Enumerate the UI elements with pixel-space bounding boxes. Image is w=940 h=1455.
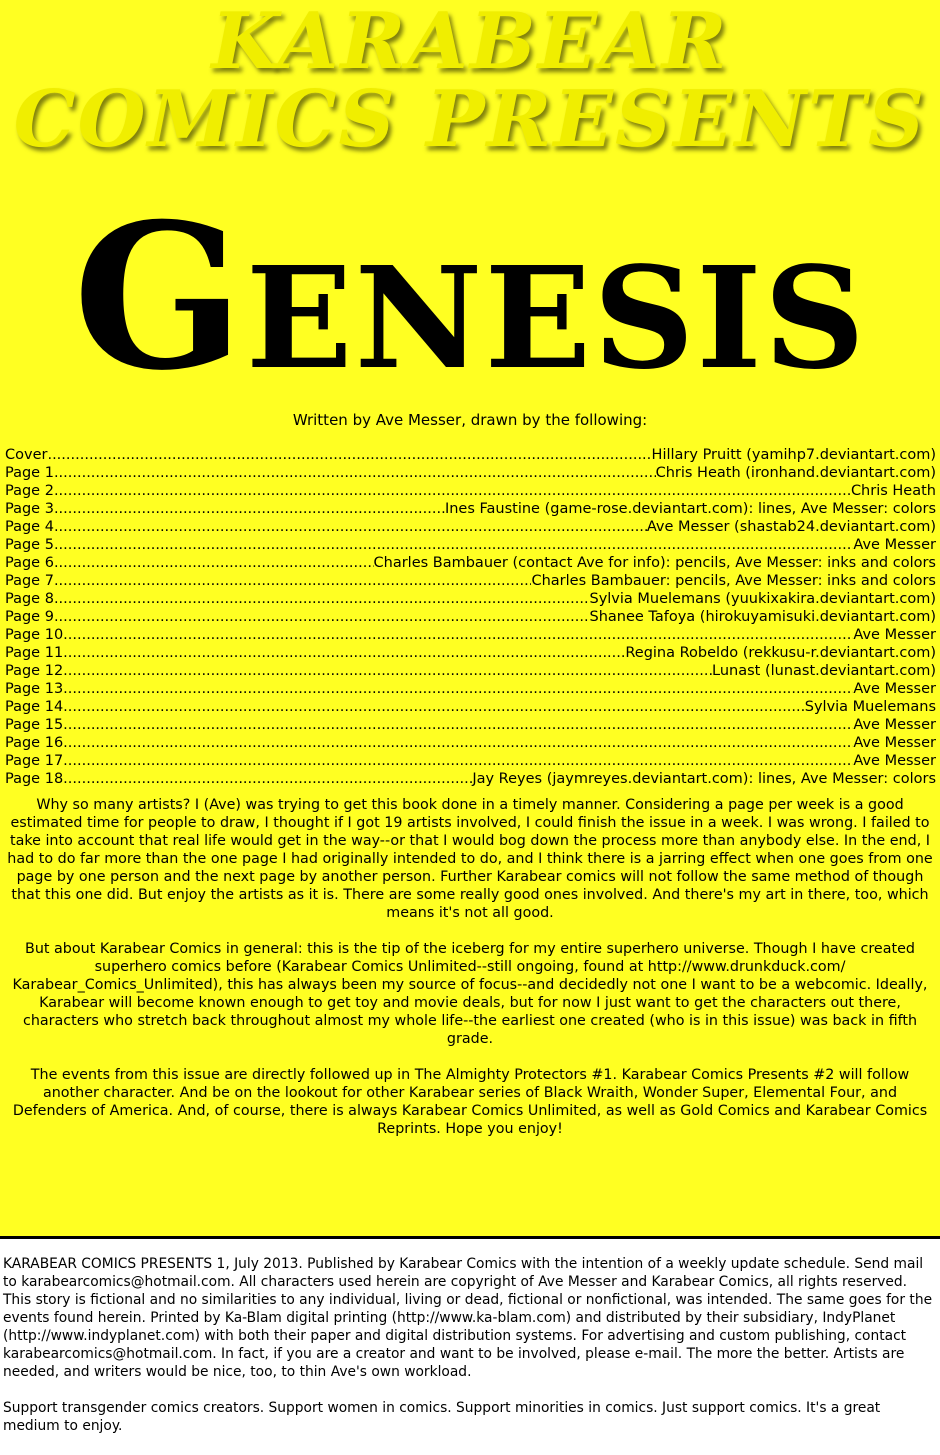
dot-leader (63, 680, 853, 698)
credit-row (5, 554, 936, 572)
editorial-text (4, 796, 936, 1156)
credit-artist: Charles Bambauer: pencils, Ave Messer: inks and colors (531, 573, 936, 589)
header-line-2: COMICS PRESENTS (13, 74, 927, 165)
credit-page-label: Page 10 (5, 627, 64, 643)
credit-artist: Charles Bambauer (contact Ave for info): pencils, Ave Messer: inks and colors (373, 555, 936, 571)
credit-page-label: Page 8 (5, 591, 54, 607)
dot-leader (63, 698, 805, 716)
issue-title: Genesis (73, 180, 867, 415)
credit-page-label: Page 11 (5, 645, 64, 661)
credit-row (5, 536, 936, 554)
credit-row (5, 752, 936, 770)
header-line-1: KARABEAR (211, 0, 729, 87)
indicia-footer (3, 1255, 935, 1453)
credit-row (5, 518, 936, 536)
dot-leader (54, 554, 374, 572)
credit-page-label: Page 16 (5, 735, 64, 751)
dot-leader (54, 536, 853, 554)
dot-leader (63, 770, 472, 788)
credit-page-label: Page 6 (5, 555, 54, 571)
credit-artist: Sylvia Muelemans (yuukixakira.deviantart.com) (589, 591, 936, 607)
credit-row (5, 644, 936, 662)
dot-leader (54, 464, 656, 482)
dot-leader (54, 482, 851, 500)
dot-leader (63, 716, 853, 734)
credit-row (5, 608, 936, 626)
credit-artist: Jay Reyes (jaymreyes.deviantart.com): lines, Ave Messer: colors (472, 771, 936, 787)
credit-page-label: Page 9 (5, 609, 54, 625)
credit-row (5, 716, 936, 734)
credit-row (5, 590, 936, 608)
credit-artist: Chris Heath (850, 483, 936, 499)
dot-leader (54, 608, 590, 626)
credit-row (5, 572, 936, 590)
credit-row (5, 662, 936, 680)
credit-row (5, 734, 936, 752)
support-message: Support transgender comics creators. Support women in comics. Support minorities in comics. Just support comics. It's a great medium to enjoy. (3, 1400, 881, 1434)
credit-page-label: Page 17 (5, 753, 64, 769)
credit-page-label: Page 2 (5, 483, 54, 499)
credit-artist: Ave Messer (853, 681, 936, 697)
dot-leader (54, 590, 590, 608)
credit-artist: Ave Messer (shastab24.deviantart.com) (646, 519, 936, 535)
credit-artist: Sylvia Muelemans (804, 699, 936, 715)
credit-page-label: Page 1 (5, 465, 54, 481)
credit-row (5, 680, 936, 698)
writer-credit: Written by Ave Messer, drawn by the following: (292, 411, 648, 429)
footer-divider (0, 1236, 940, 1239)
dot-leader (63, 626, 853, 644)
credit-row (5, 464, 936, 482)
editorial-paragraph-3: The events from this issue are directly followed up in The Almighty Protectors #1. Karabear Comics Presents #2 will follow another character. And be on the lookout for other Karabear series of Black Wraith, Wonder Super, Elemental Four, and Defenders of America. And, of course, there is always Karabear Comics Unlimited, as well as Gold Comics and Karabear Comics Reprints. Hope you enjoy! (12, 1067, 928, 1137)
credit-row (5, 698, 936, 716)
credit-artist: Ave Messer (853, 753, 936, 769)
legal-notice: KARABEAR COMICS PRESENTS 1, July 2013. Published by Karabear Comics with the intention of a weekly update schedule. Send mail to karabearcomics@hotmail.com. All characters used herein are copyright of Ave Messer and Karabear Comics, all rights reserved. This story is fictional and no similarities to any individual, living or dead, fictional or nonfictional, was intended. The same goes for the events found herein. Printed by Ka-Blam digital printing (http://www.ka-blam.com) and distributed by their subsidiary, IndyPlanet (http://www.indyplanet.com) with both their paper and digital distribution systems. For advertising and custom publishing, contact karabearcomics@hotmail.com. In fact, if you are a creator and want to be involved, please e-mail. The more the better. Artists are needed, and writers would be nice, too, to thin Ave's own workload. (3, 1256, 933, 1380)
credit-page-label: Page 5 (5, 537, 54, 553)
dot-leader (63, 662, 712, 680)
dot-leader (54, 572, 532, 590)
dot-leader (63, 644, 625, 662)
editorial-paragraph-2: But about Karabear Comics in general: this is the tip of the iceberg for my entire superhero universe. Though I have created superhero comics before (Karabear Comics Unlimited--still ongoing, found at http://www.drunkduck.com/ Karabear_Comics_Unlimited), this has always been my source of focus--and decidedly not one I want to be a webcomic. Ideally, Karabear will become known enough to get toy and movie deals, but for now I just want to get the characters out there, characters who stretch back throughout almost my whole life--the earliest one created (who is in this issue) was back in fifth grade. (12, 941, 928, 1047)
credit-page-label: Page 4 (5, 519, 54, 535)
credit-page-label: Page 15 (5, 717, 64, 733)
credit-row (5, 446, 936, 464)
credit-artist: Lunast (lunast.deviantart.com) (712, 663, 936, 679)
credit-artist: Ines Faustine (game-rose.deviantart.com): lines, Ave Messer: colors (444, 501, 936, 517)
credit-row (5, 500, 936, 518)
credit-row (5, 770, 936, 788)
credit-page-label: Page 12 (5, 663, 64, 679)
credit-artist: Chris Heath (ironhand.deviantart.com) (655, 465, 936, 481)
credit-row (5, 482, 936, 500)
credit-artist: Ave Messer (853, 735, 936, 751)
dot-leader (63, 752, 853, 770)
dot-leader (54, 500, 445, 518)
credit-row (5, 626, 936, 644)
credit-artist: Regina Robeldo (rekkusu-r.deviantart.com) (625, 645, 936, 661)
credit-page-label: Page 7 (5, 573, 54, 589)
credit-artist: Ave Messer (853, 537, 936, 553)
credit-artist: Hillary Pruitt (yamihp7.deviantart.com) (651, 447, 936, 463)
credit-page-label: Page 13 (5, 681, 64, 697)
artist-credits-list (5, 446, 936, 788)
credit-page-label: Page 3 (5, 501, 54, 517)
dot-leader (54, 518, 647, 536)
dot-leader (47, 446, 651, 464)
credit-artist: Shanee Tafoya (hirokuyamisuki.deviantart.com) (589, 609, 936, 625)
credit-artist: Ave Messer (853, 717, 936, 733)
credit-page-label: Page 14 (5, 699, 64, 715)
editorial-paragraph-1: Why so many artists? I (Ave) was trying to get this book done in a timely manner. Considering a page per week is a good estimated time for people to draw, I thought if I got 19 artists involved, I could finish the issue in a week. I was wrong. I failed to take into account that real life would get in the way--or that I would bog down the process more than anybody else. In the end, I had to do far more than the one page I had originally intended to do, and I think there is a jarring effect when one goes from one page by one person and the next page by another person. Further Karabear comics will not follow the same method of though that this one did. But enjoy the artists as it is. There are some really good ones involved. And there's my art in there, too, which means it's not all good. (7, 797, 933, 921)
credit-page-label: Page 18 (5, 771, 64, 787)
dot-leader (63, 734, 853, 752)
credit-artist: Ave Messer (853, 627, 936, 643)
credit-page-label: Cover (5, 447, 48, 463)
